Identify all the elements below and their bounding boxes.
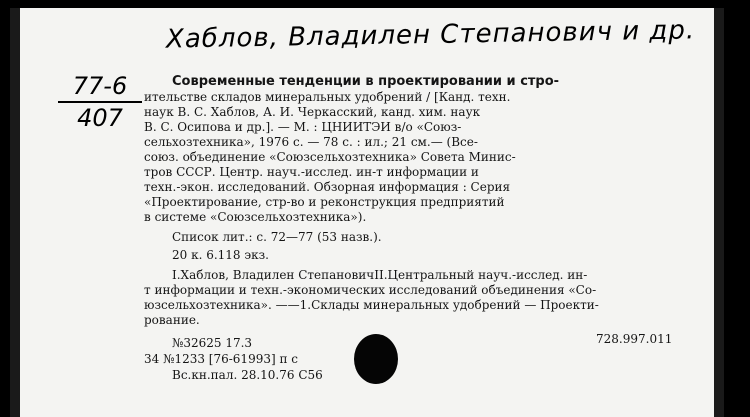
print-order-line: 34 №1233 [76-61993] п с <box>144 352 299 366</box>
description-line: техн.-экон. исследований. Обзорная информация : Серия <box>144 180 511 194</box>
ink-stain <box>354 334 398 384</box>
bibliography-note: Список лит.: с. 72—77 (53 назв.). <box>172 230 382 244</box>
tracing-line: т информации и техн.-экономических исследований объединения «Со- <box>144 283 597 297</box>
shelf-mark <box>50 72 150 132</box>
tracing-line: I.Хаблов, Владилен СтепановичII.Центральный науч.-исслед. ин- <box>172 268 588 282</box>
shelf-mark-rule <box>58 101 142 103</box>
catalog-card <box>10 8 724 417</box>
udc-code: 728.997.011 <box>596 332 673 346</box>
card-edge-left <box>10 8 20 417</box>
description-line: тров СССР. Центр. науч.-исслед. ин-т информации и <box>144 165 479 179</box>
card-edge-right <box>714 8 724 417</box>
handwritten-heading: Хаблов, Владилен Степанович и др. <box>165 15 696 55</box>
chamber-line: Вс.кн.пал. 28.10.76 С56 <box>172 368 323 382</box>
description-line: сельхозтехника», 1976 с. — 78 с. : ил.; 21 см.— (Все- <box>144 135 478 149</box>
description-line: «Проектирование, стр-во и реконструкция предприятий <box>144 195 505 209</box>
description-line: ительстве складов минеральных удобрений / [Канд. техн. <box>144 90 511 104</box>
description-line: в системе «Союзсельхозтехника»). <box>144 210 367 224</box>
description-line: В. С. Осипова и др.]. — М. : ЦНИИТЭИ в/о «Союз- <box>144 120 462 134</box>
shelf-mark-top: 77-6 <box>72 72 128 100</box>
tracing-line: юзсельхозтехника». ——1.Склады минеральных удобрений — Проекти- <box>144 298 599 312</box>
shelf-mark-bottom: 407 <box>77 104 123 132</box>
accession-number: №32625 17.3 <box>172 336 253 350</box>
tracing-line: рование. <box>144 313 200 327</box>
price-note: 20 к. 6.118 экз. <box>172 248 269 262</box>
title-line: Современные тенденции в проектировании и стро- <box>172 74 560 89</box>
description-line: наук В. С. Хаблов, А. И. Черкасский, канд. хим. наук <box>144 105 481 119</box>
description-line: союз. объединение «Союзсельхозтехника» Совета Минис- <box>144 150 516 164</box>
